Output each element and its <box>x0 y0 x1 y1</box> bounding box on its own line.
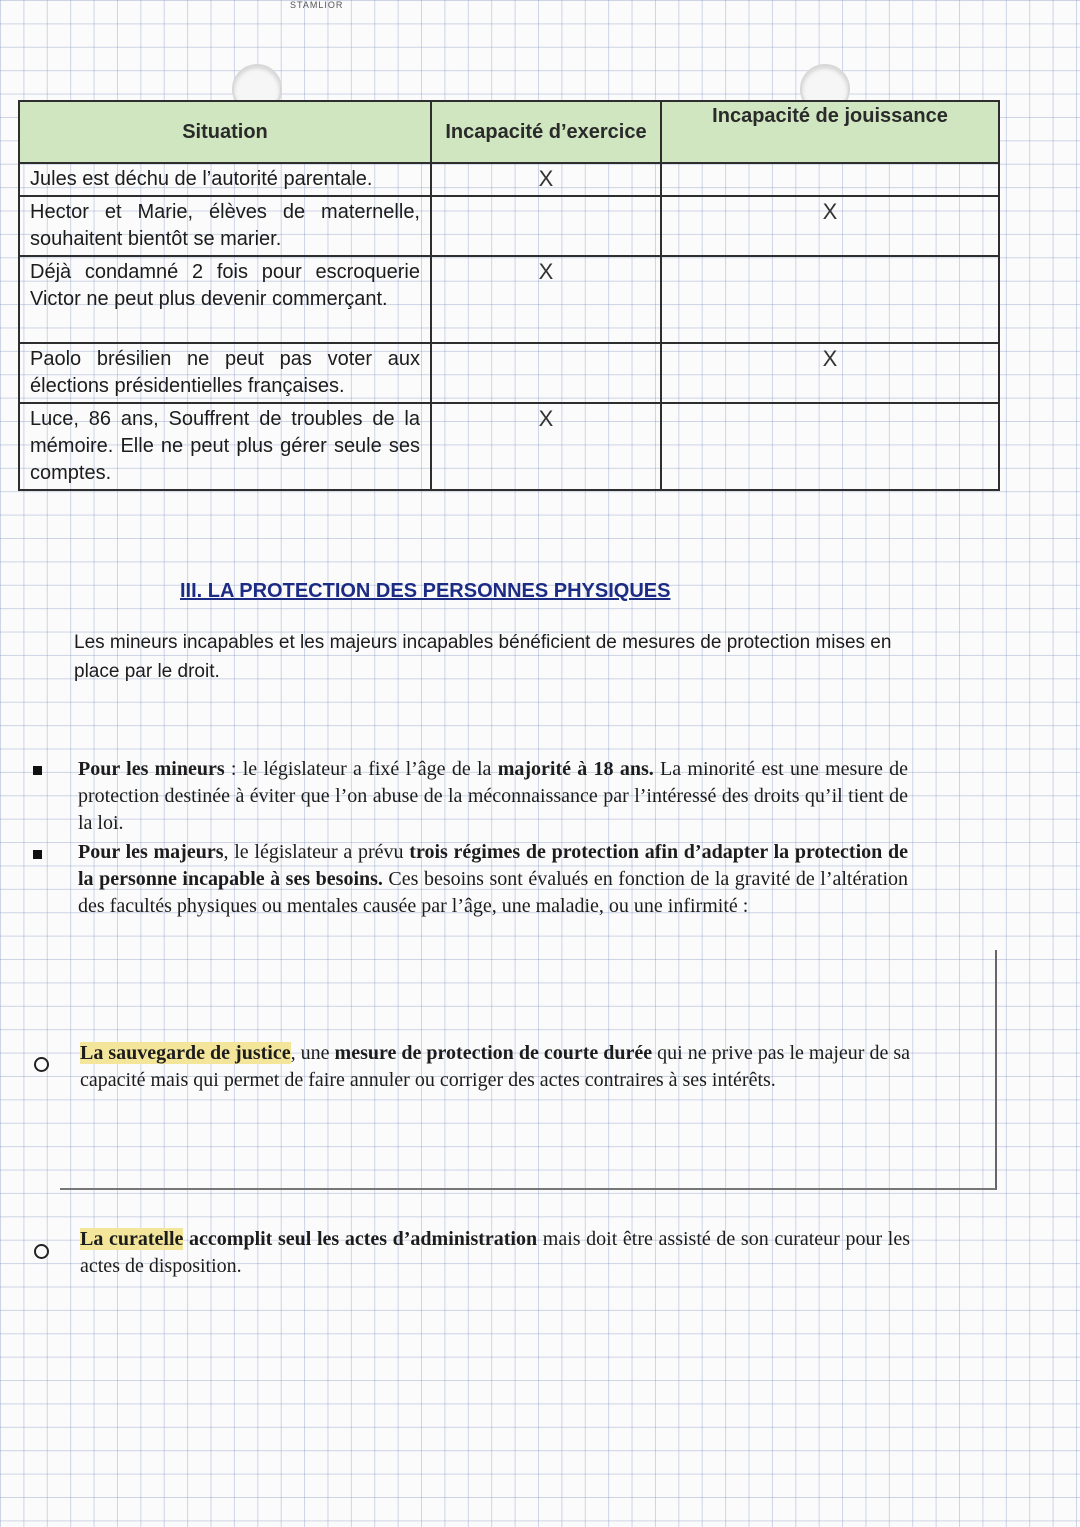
paragraph-sauvegarde <box>80 1040 910 1094</box>
paragraph-mineurs <box>78 756 908 837</box>
header-print-mark: STAMLIOR <box>290 0 344 10</box>
mineurs-lead: Pour les mineurs <box>78 758 225 780</box>
jouissance-cell <box>661 163 999 196</box>
situation-cell: Jules est déchu de l’autorité parentale. <box>19 163 431 196</box>
column-header-jouissance: Incapacité de jouissance <box>661 101 999 163</box>
section-intro: Les mineurs incapables et les majeurs incapables bénéficient de mesures de protection mises en place par le droit. <box>74 632 892 682</box>
bullet-square-icon <box>33 850 42 859</box>
majeurs-text-1: , le législateur a prévu <box>223 841 410 863</box>
table-row <box>19 403 999 490</box>
exercice-cell: X <box>431 403 661 490</box>
sauvegarde-text-2: qui ne prive pas le majeur de sa capacité mais qui permet de faire annuler ou corriger des actes contraires à ses intérêts. <box>80 1042 910 1091</box>
majeurs-lead: Pour les majeurs <box>78 841 224 863</box>
bullet-circle-icon <box>34 1244 49 1259</box>
paragraph-majeurs <box>78 839 908 920</box>
situation-cell: Paolo brésilien ne peut pas voter aux élections présidentielles françaises. <box>19 343 431 403</box>
sauvegarde-text-1: , une <box>290 1042 335 1064</box>
column-header-exercice: Incapacité d’exercice <box>431 101 661 163</box>
paragraph-curatelle <box>80 1226 910 1280</box>
majeurs-text-2: Ces besoins sont évalués en fonction de la gravité de l’altération des facultés physiques ou mentales causée par l’âge, une maladie, ou une infirmité : <box>78 868 908 917</box>
exercice-cell: X <box>431 163 661 196</box>
bullet-square-icon <box>33 766 42 775</box>
exercice-cell <box>431 196 661 256</box>
section-title: III. LA PROTECTION DES PERSONNES PHYSIQUES <box>180 580 671 602</box>
situation-cell: Déjà condamné 2 fois pour escroquerie Victor ne peut plus devenir commerçant. <box>19 256 431 343</box>
bullet-circle-icon <box>34 1057 49 1072</box>
mineurs-text-2: La minorité est une mesure de protection destinée à éviter que l’on abuse de la méconnaissance par l’intéressé des droits qu’il tient de la loi. <box>78 758 909 834</box>
table-row <box>19 343 999 403</box>
jouissance-cell <box>661 256 999 343</box>
column-header-situation: Situation <box>19 101 431 163</box>
curatelle-text-1: mais doit être assisté de son curateur pour les actes de disposition. <box>80 1228 911 1277</box>
mineurs-bold-1: majorité à 18 ans. <box>497 758 654 780</box>
situation-cell: Luce, 86 ans, Souffrent de troubles de la mémoire. Elle ne peut plus gérer seule ses comptes. <box>19 403 431 490</box>
jouissance-cell <box>661 403 999 490</box>
situation-table <box>18 100 1000 491</box>
table-row <box>19 256 999 343</box>
jouissance-cell: X <box>661 343 999 403</box>
situation-cell: Hector et Marie, élèves de maternelle, souhaitent bientôt se marier. <box>19 196 431 256</box>
sauvegarde-bold-1: mesure de protection de courte durée <box>334 1042 653 1064</box>
curatelle-term: La curatelle <box>80 1228 184 1250</box>
mineurs-text-1: : le législateur a fixé l’âge de la <box>224 758 498 780</box>
majeurs-bold-1: trois régimes de protection afin d’adapter la protection de la personne incapable à ses besoins. <box>78 841 908 890</box>
table-header-row <box>19 101 999 163</box>
jouissance-cell: X <box>661 196 999 256</box>
sauvegarde-term: La sauvegarde de justice <box>80 1042 291 1064</box>
curatelle-bold-1: accomplit seul les actes d’administration <box>183 1228 538 1250</box>
table-row <box>19 163 999 196</box>
table-row <box>19 196 999 256</box>
exercice-cell <box>431 343 661 403</box>
exercice-cell: X <box>431 256 661 343</box>
